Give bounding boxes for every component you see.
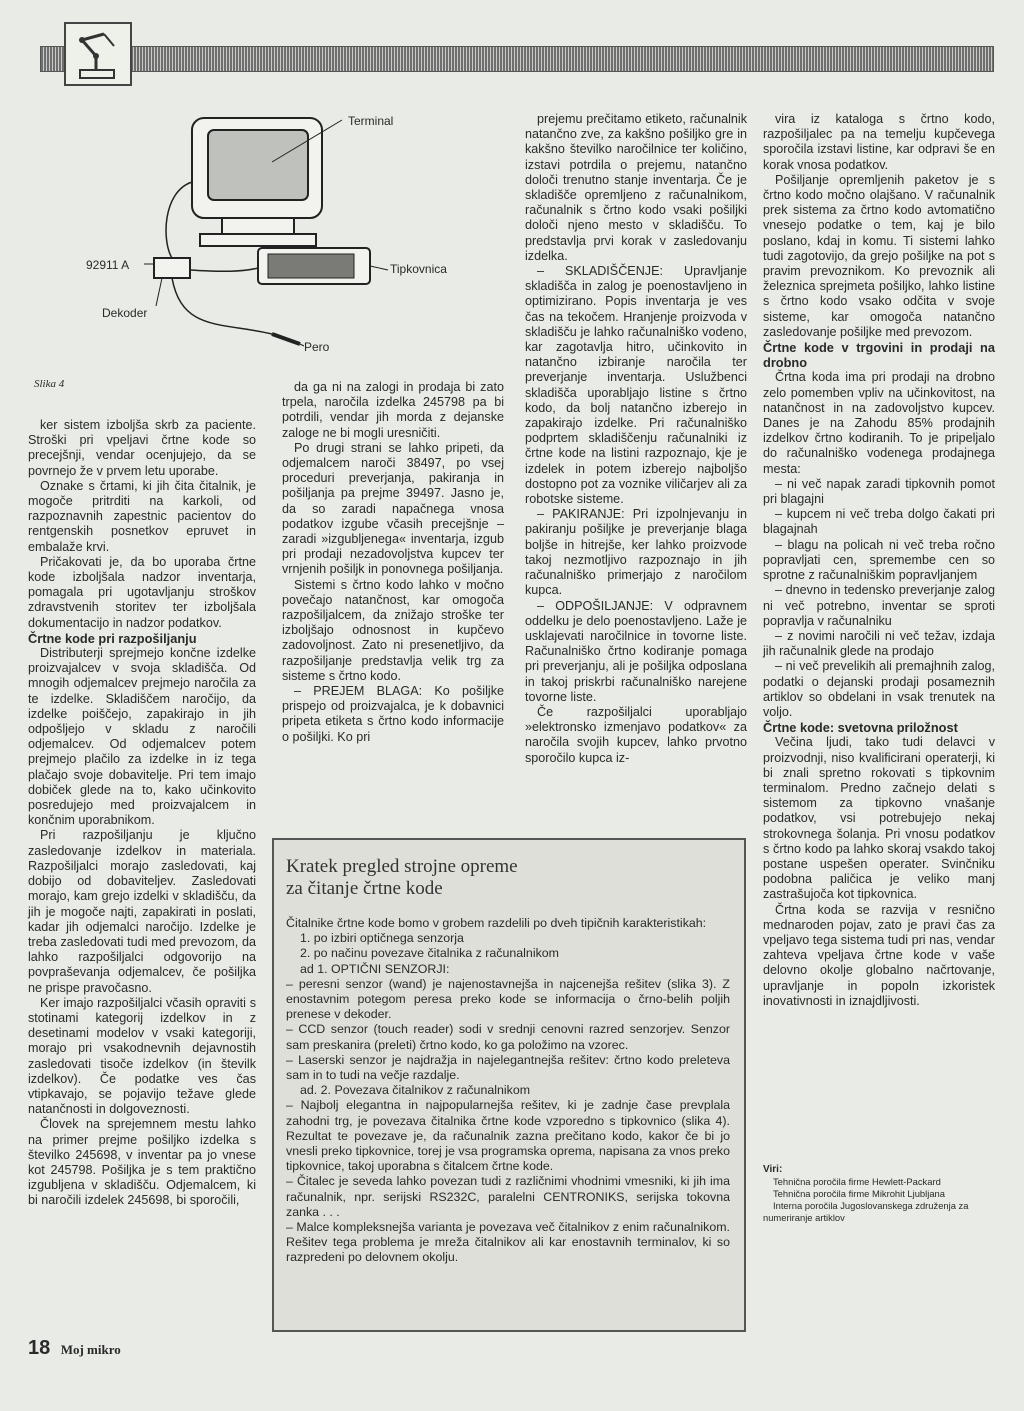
column-2 <box>282 380 504 745</box>
box-paragraph: – Laserski senzor je najdražja in najelegantnejša rešitev: črtno kodo preleteva sam in to tudi na večje razdalje. <box>286 1052 730 1083</box>
paragraph: Če razpošiljalci uporabljajo »elektronsko izmenjavo podatkov« za naročila svojih kupcev, lahko prvotno sporočilo kupca iz- <box>525 704 747 765</box>
references-list <box>763 1176 995 1224</box>
box-paragraph: – CCD senzor (touch reader) sodi v srednji cenovni razred senzorjev. Senzor sam preskanira (preleti) črtno kodo, ko ga položimo na vzorec. <box>286 1022 730 1052</box>
paragraph: Ker imajo razpošiljalci včasih opraviti s stotinami kategorij izdelkov in z desetinami modelov v vsaki kategoriji, morajo pri vsakodnevnih dejavnostih zasledovati tisoče izdelkov (in številk izdelkov). Če podatke ves čas vtipkavajo, se pojavijo težave glede natančnosti in dolgoveznosti. <box>28 995 256 1117</box>
references <box>763 1164 995 1224</box>
reference-item: Interna poročila Jugoslovanskega združenja za numeriranje artiklov <box>763 1200 969 1223</box>
box-paragraph: ad. 2. Povezava čitalnikov z računalnikom <box>300 1083 531 1098</box>
box-paragraph: – Malce kompleksnejša varianta je povezava več čitalnikov z enim računalnikom. Rešitev tega problema je mreža čitalnikov ali kar enostavnih terminalov, ki so razpredeni po delovnem okolju. <box>286 1220 730 1265</box>
paragraph: – blagu na policah ni več treba ročno popravljati cen, spremembe cen so sprotne z računalniškim popravljanjem <box>763 537 995 583</box>
paragraph: – PREJEM BLAGA: Ko pošiljke prispejo od proizvajalca, je k dobavnici pripeta etiketa s črtno kodo informacije o pošiljki. Ko pri <box>282 684 504 744</box>
label-terminal: Terminal <box>348 114 394 128</box>
paragraph: – ni več prevelikih ali premajhnih zalog, podatki o dejanski prodaji posameznih artiklov so obdelani in vsak trenutek na voljo. <box>763 659 995 719</box>
column-1 <box>28 418 256 1209</box>
column-3 <box>525 112 747 766</box>
box-paragraph: ad 1. OPTIČNI SENZORJI: <box>300 961 450 976</box>
robot-arm-icon <box>66 24 130 84</box>
terminal-diagram <box>72 102 502 372</box>
box-paragraph: – Najbolj elegantna in najpopularnejša rešitev, ki je zadnje čase prevplala zahodni trg, je povezava čitalnika črtne kode vzporedno s tipkovnico (slika 4). Rezultat te povezave je, da računalnik zazna prečitano kodo, kakor če bi jo vnesli preko tipkovnice, torej je vsa programska oprema, napisana za vnos preko tipkovnice, takoj uporabna s čitalcem črtne kode. <box>286 1098 730 1174</box>
box-body <box>286 916 730 1266</box>
box-title-line-1: Kratek pregled strojne opreme <box>286 856 518 877</box>
paragraph: prejemu prečitamo etiketo, računalnik natančno zve, za kakšno pošiljko gre in kakšno številko naročilnice ter količino, izstavi potrdila o prejemu, natančno določi trenutno stanje inventarja. Če je skladišče opremljeno z računalnikom, računalnik s črtno kodo vsaki pošiljki določi njeno mesto v skladišču. To predstavlja prvi korak v zasledovanju izdelka. <box>525 112 747 263</box>
paragraph: Pošiljanje opremljenih paketov je s črtno kodo močno olajšano. V računalnik prek sistema za črtno kodo avtomatično vnesejo podatke o tem, kaj je bilo poslano, kdaj in komu. Ti sistemi lahko tudi zagotovijo, da grejo pošiljke na pot s pravim prevoznikom. Ko prevoznik ali železnica sprejmeta pošiljko, lahko listine s črtno kodo vsako odčita v svoje sisteme, kar omogoča natančno zasledovanje pošiljke med prevozom. <box>763 172 995 339</box>
section-heading: Črtne kode pri razpošiljanju <box>28 630 197 646</box>
reference-item: Tehnična poročila firme Mikrohit Ljubljana <box>773 1188 945 1199</box>
page-footer <box>28 1337 121 1360</box>
sidebar-box <box>272 838 746 1332</box>
paragraph: vira iz kataloga s črtno kodo, razpošiljalec pa na temelju kupčevega sporočila izstavi listine, kar odpravi še en korak vnosa podatkov. <box>763 112 995 172</box>
box-paragraph: 1. po izbiri optičnega senzorja <box>300 931 464 946</box>
magazine-name: Moj mikro <box>60 1342 121 1357</box>
label-decoder: Dekoder <box>102 306 148 320</box>
label-code: 92911 A <box>86 258 130 272</box>
paragraph: Črtna koda se razvija v resnično mednaroden pojav, zato je pravi čas za vpeljavo tega sistema tudi pri nas, vendar zahteva vpeljava črtne kode v vaše delovno okolje globalno načrtovanje, upravljanje in popoln izkoristek inovativnosti in iznajdljivosti. <box>763 902 995 1008</box>
paragraph: Distributerji sprejmejo končne izdelke proizvajalcev v svoja skladišča. Od mnogih odjemalcev prejmejo naročila za te izdelke. Skladiščem naročijo, da izdelke poiščejo, zapakirajo in jih odpošljejo v skladu z naročili odjemalcev. Od odjemalcev potem prejmejo plačilo za izdelke in iz tega plačajo svoje dobavitelje. Pri tem imajo dobiček glede na to, kako učinkovito posredujejo med proizvajalcem in končnim uporabnikom. <box>28 646 256 828</box>
box-title-line-2: za čitanje črtne kode <box>286 878 443 899</box>
column-4 <box>763 112 995 1009</box>
paragraph: Črtna koda ima pri prodaji na drobno zelo pomemben vpliv na učinkovitost, na natančnost in na zadovoljstvo kupcev. Danes je na Zahodu 85% prodajnih izdelkov črtno kodiranih. To je pripeljalo do računalniško vodenega prodajnega mesta: <box>763 370 995 476</box>
paragraph: – SKLADIŠČENJE: Upravljanje skladišča in zalog je poenostavljeno in optimizirano. Popis inventarja je ves čas na tekočem. Hranjenje proizvoda v skladišču je lahko računalniško vodeno, kar zagotavlja hitro, učinkovito in natančno izbiranje naročila ter preverjanje inventarja. Uslužbenci skladišča uporabljajo listine s črtno kodo, da bolj natančno izberejo in zapakirajo izdelke. Pri računalniško podprtem skladiščenju računalniki iz črtne kode na listini razpoznajo, kje je izdelek in potem izberejo najboljšo dostopno pot za voznike viličarjev ali za robotske sisteme. <box>525 264 747 507</box>
figure-caption: Slika 4 <box>34 378 65 390</box>
terminal-illustration <box>72 102 502 372</box>
box-title <box>286 856 518 900</box>
section-heading: Črtne kode v trgovini in prodaji na drobno <box>763 340 995 371</box>
paragraph: Večina ljudi, tako tudi delavci v proizvodnji, niso kvalificirani operaterji, ki bi znali spretno rokovati s tipkovnim terminalom. Predno začnejo delati s sistemom za tipkovno vnašanje podatkov, vsi potrebujejo nekaj strokovnega šolanja. Pri vnosu podatkov s črtno kodo pa lahko skoraj vsakdo takoj postane uspešen operater. Svinčniku podobna paličica je veliko manj zastrašujoča kot tipkovnica. <box>763 735 995 902</box>
paragraph: Človek na sprejemnem mestu lahko na primer prejme pošiljko izdelka s številko 245698, v inventar pa jo vnese kot 245798. Pošiljka je s tem praktično izgubljena v skladišču. Odjemalcem, ki bi naročili izdelek 245698, bi sporočili, <box>28 1117 256 1208</box>
box-paragraph: – Čitalec je seveda lahko povezan tudi z različnimi vhodnimi vmesniki, ki jih ima računalnik, npr. serijski RS232C, paralelni CENTRONIKS, serijska tokovna zanka . . . <box>286 1174 730 1219</box>
paragraph: – ni več napak zaradi tipkovnih pomot pri blagajni <box>763 476 995 507</box>
robot-arm-logo <box>64 22 132 86</box>
box-paragraph: Čitalnike črtne kode bomo v grobem razdelili po dveh tipičnih karakteristikah: <box>286 916 707 930</box>
label-keyboard: Tipkovnica <box>390 262 447 276</box>
paragraph: da ga ni na zalogi in prodaja bi zato trpela, naročila izdelka 245798 pa bi potrdili, vendar jih morda z dejanske zaloge ne bi mogli uresničiti. <box>282 380 504 440</box>
label-pen: Pero <box>304 340 330 354</box>
paragraph: – ODPOŠILJANJE: V odpravnem oddelku je delo poenostavljeno. Laže je usklajevati naročilnice in tovorne liste. Računalniško črtno kodiranje pomaga pri preverjanju, ali je pošiljka odposlana in takoj priskrbi računalniško narejene tovorne liste. <box>525 598 747 704</box>
section-heading: Črtne kode: svetovna priložnost <box>763 720 958 736</box>
paragraph: – z novimi naročili ni več težav, izdaja jih računalnik glede na prodajo <box>763 628 995 659</box>
paragraph: – dnevno in tedensko preverjanje zalog ni več potrebno, inventar se sproti popravlja v računalniku <box>763 583 995 628</box>
paragraph: ker sistem izboljša skrb za paciente. Stroški pri vpeljavi črtne kode so precejšnji, vendar ocenjujejo, da se povrnejo že v prvem letu uporabe. <box>28 418 256 478</box>
paragraph: Po drugi strani se lahko pripeti, da odjemalcem naroči 38497, po vsej proceduri preverjanja, pakiranja in pošiljanja pa prejme 39497. Jasno je, da so zaradi napačnega vnosa podatkov izgube včasih precejšnje – zaradi »izgubljenega« inventarja, izgub pri prodaji nezadovoljstva kupcev ter vrnjenih pošiljk in ponovnega pošiljanja. <box>282 440 504 577</box>
paragraph: Pri razpošiljanju je ključno zasledovanje izdelkov in materiala. Razpošiljalci morajo zasledovati, kaj dobijo od dobaviteljev. Zasledovati morajo, kam grejo izdelki v skladišču, da jih je mogoče najti, zapakirati in poslati, kadar jih odjemalci naročijo. Izdelke je treba zasledovati tudi med prevozom, da lahko razpošiljalci odgovorijo na povpraševanja odjemalcev, če pošiljka ne prispe pravočasno. <box>28 828 256 995</box>
page-number: 18 <box>28 1337 51 1359</box>
box-paragraph: – peresni senzor (wand) je najenostavnejša in najcenejša rešitev (slika 3). Z enostavnim potegom peresa preko kode se informacija o črno-belih poljih prenese v dekoder. <box>286 976 730 1022</box>
reference-item: Tehnična poročila firme Hewlett-Packard <box>773 1176 941 1187</box>
references-heading: Viri: <box>763 1164 783 1175</box>
paragraph: Pričakovati je, da bo uporaba črtne kode izboljšala nadzor inventarja, pomagala pri ugotavljanju stroškov zdravstvenih storitev ter izboljšala dokumentacijo in nadzor podatkov. <box>28 554 256 630</box>
paragraph: Oznake s črtami, ki jih čita čitalnik, je mogoče pritrditi na karkoli, od razpoznavnih zapestnic pacientov do rentgenskih posnetkov epruvet in embalaže krvi. <box>28 478 256 554</box>
paragraph: – PAKIRANJE: Pri izpolnjevanju in pakiranju pošiljke je preverjanje blaga boljše in hitrejše, ker lahko proizvode takoj nezmotljivo razpoznajo in jih računalniško primerjajo z naročilom kupca. <box>525 507 747 598</box>
box-paragraph: 2. po načinu povezave čitalnika z računalnikom <box>300 946 559 961</box>
paragraph: – kupcem ni več treba dolgo čakati pri blagajnah <box>763 507 995 537</box>
header-bar <box>40 46 994 72</box>
paragraph: Sistemi s črtno kodo lahko v močno povečajo natančnost, kar omogoča razpošiljalcem, da znižajo stroške ter izboljšajo odnosnost in kupčevo zadovoljnost. Zato ni presenetljivo, da razpošiljanje predstavlja velik trg za sisteme s črtno kodo. <box>282 577 504 683</box>
